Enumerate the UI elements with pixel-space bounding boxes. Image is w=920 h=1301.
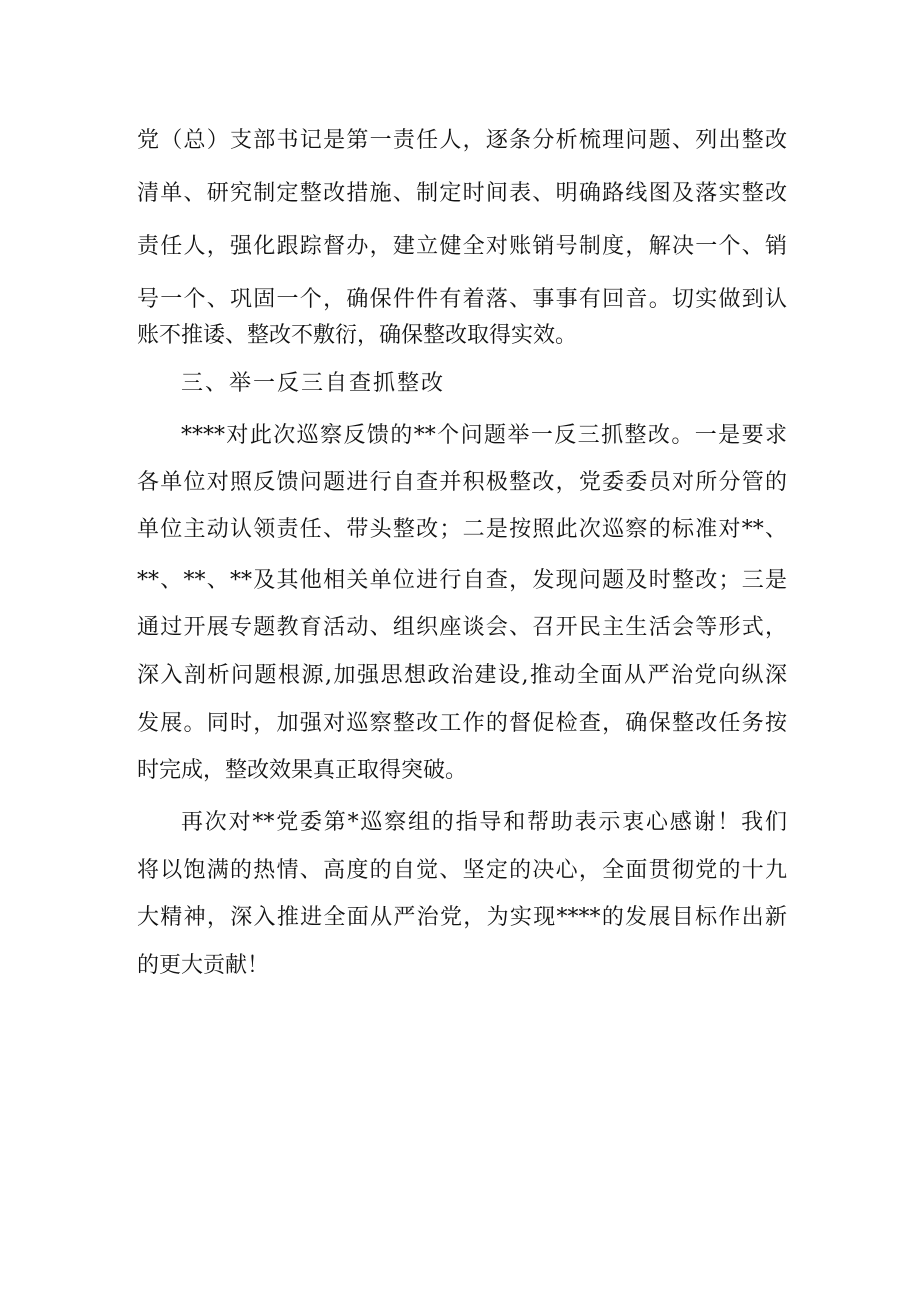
paragraph-line: 号一个、巩固一个，确保件件有着落、事事有回音。切实做到认 <box>137 287 787 312</box>
section-heading: 三、举一反三自查抓整改 <box>181 371 446 396</box>
paragraph-line: 的更大贡献！ <box>137 953 270 978</box>
paragraph-line: ****对此次巡察反馈的**个问题举一反三抓整改。一是要求 <box>181 423 787 448</box>
paragraph-line: 各单位对照反馈问题进行自查并积极整改，党委委员对所分管的 <box>137 470 787 495</box>
paragraph-line: 账不推诿、整改不敷衍，确保整改取得实效。 <box>137 323 578 348</box>
paragraph-line: **、**、**及其他相关单位进行自查，发现问题及时整改；三是 <box>137 568 787 593</box>
paragraph-line: 通过开展专题教育活动、组织座谈会、召开民主生活会等形式， <box>137 615 787 640</box>
paragraph-line: 再次对**党委第*巡察组的指导和帮助表示衷心感谢！我们 <box>181 810 787 835</box>
paragraph-line: 发展。同时，加强对巡察整改工作的督促检查，确保整改任务按 <box>137 711 787 736</box>
paragraph-line: 清单、研究制定整改措施、制定时间表、明确路线图及落实整改 <box>137 181 787 206</box>
paragraph-line: 大精神，深入推进全面从严治党，为实现****的发展目标作出新 <box>137 905 787 930</box>
paragraph-line: 单位主动认领责任、带头整改；二是按照此次巡察的标准对**、 <box>137 517 787 542</box>
paragraph-line: 深入剖析问题根源,加强思想政治建设,推动全面从严治党向纵深 <box>137 663 787 688</box>
paragraph-line: 将以饱满的热情、高度的自觉、坚定的决心，全面贯彻党的十九 <box>137 858 787 883</box>
paragraph-line: 责任人，强化跟踪督办，建立健全对账销号制度，解决一个、销 <box>137 234 787 259</box>
paragraph-line: 时完成，整改效果真正取得突破。 <box>137 758 468 783</box>
paragraph-line: 党（总）支部书记是第一责任人，逐条分析梳理问题、列出整改 <box>137 128 787 153</box>
